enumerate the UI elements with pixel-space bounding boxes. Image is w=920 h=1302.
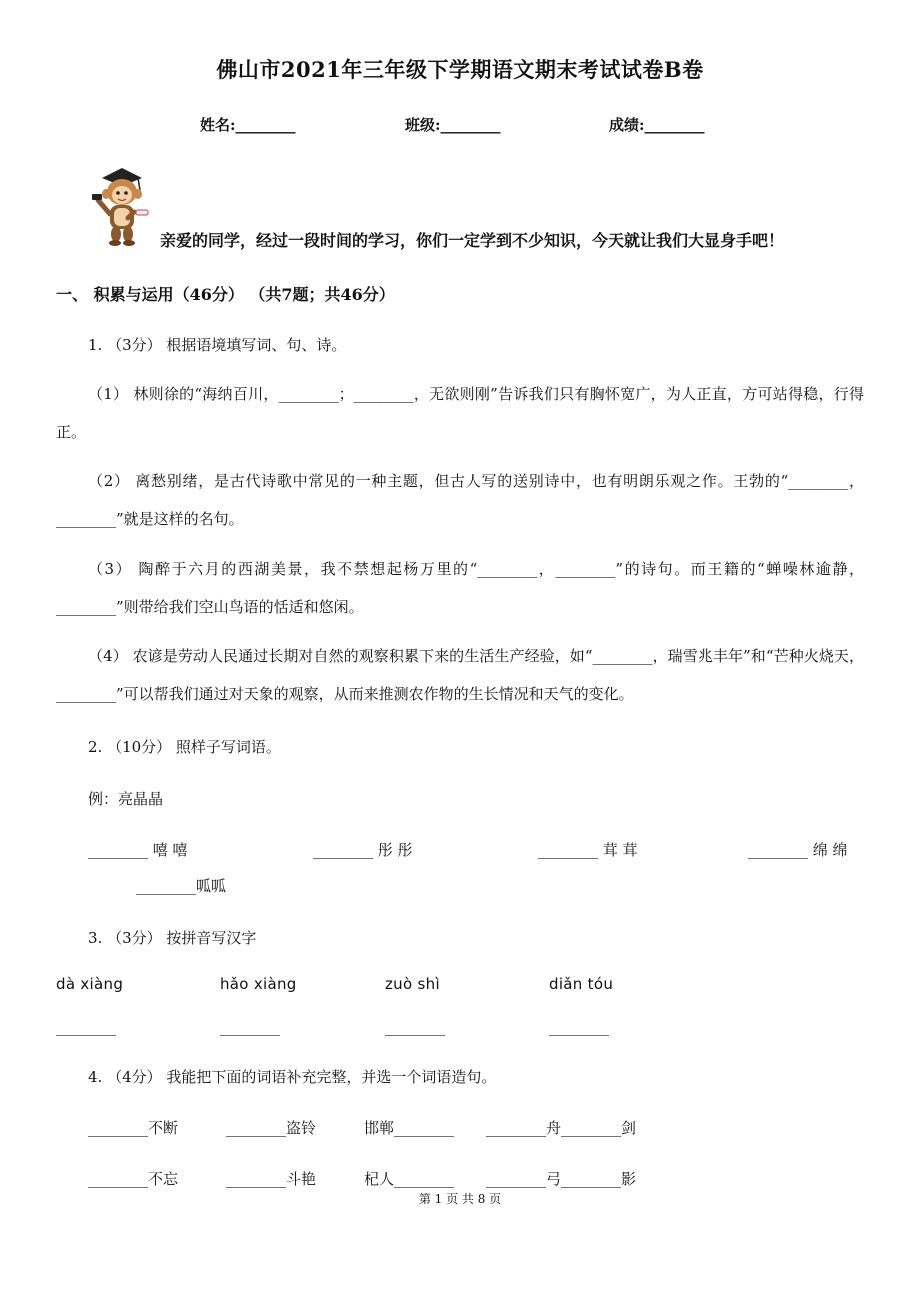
pinyin-label: zuò shì: [385, 975, 440, 993]
question-2-item: ________ 茸 茸: [538, 841, 638, 859]
greeting-text: 亲爱的同学，经过一段时间的学习，你们一定学到不少知识，今天就让我们大显身手吧！: [160, 231, 785, 250]
answer-blank: ________: [56, 1018, 116, 1036]
question-2-example: 例：亮晶晶: [88, 790, 164, 808]
question-1-part-4: （4） 农谚是劳动人民通过长期对自然的观察积累下来的生活生产经验，如“________，瑞雪兆丰年”和“芒种火烧天，________”可以帮我们通过对天象的观察，从而来推测农作物的生长情况和天气的变化。: [56, 647, 864, 703]
question-2-header: 2. （10分） 照样子写词语。: [88, 738, 281, 756]
pinyin-label: hǎo xiàng: [220, 975, 297, 993]
idiom-item: ________不忘: [88, 1170, 179, 1188]
question-1-part-2: （2） 离愁别绪，是古代诗歌中常见的一种主题，但古人写的送别诗中，也有明朗乐观之作。王勃的“________，________”就是这样的名句。: [56, 472, 864, 528]
page-title: 佛山市2021年三年级下学期语文期末考试试卷B卷: [216, 57, 704, 82]
question-2-item: ________ 绵 绵: [748, 841, 848, 859]
mascot-illustration: [88, 164, 150, 250]
pinyin-label: diǎn tóu: [549, 975, 614, 993]
section-heading: 一、 积累与运用（46分） （共7题；共46分）: [56, 285, 395, 304]
pinyin-label: dà xiàng: [56, 975, 124, 993]
answer-blank: ________: [385, 1018, 445, 1036]
question-1-header: 1. （3分） 根据语境填写词、句、诗。: [88, 336, 347, 354]
score-field: 成绩:________: [609, 116, 705, 134]
idiom-item: 邯郸________: [364, 1119, 455, 1137]
name-field: 姓名:________: [200, 116, 296, 134]
answer-blank: ________: [549, 1018, 609, 1036]
answer-blank: ________: [220, 1018, 280, 1036]
idiom-item: ________不断: [88, 1119, 179, 1137]
question-1-part-1: （1） 林则徐的“海纳百川，________；________，无欲则刚”告诉我们只有胸怀宽广，为人正直，方可站得稳，行得正。: [56, 385, 864, 441]
question-1-part-3: （3） 陶醉于六月的西湖美景，我不禁想起杨万里的“________，________”的诗句。而王籍的“蝉噪林逾静，________”则带给我们空山鸟语的恬适和悠闲。: [56, 560, 864, 616]
question-4-header: 4. （4分） 我能把下面的词语补充完整，并选一个词语造句。: [88, 1068, 497, 1086]
idiom-item: ________盗铃: [226, 1119, 317, 1137]
idiom-item: ________斗艳: [226, 1170, 317, 1188]
question-3-header: 3. （3分） 按拼音写汉字: [88, 929, 257, 947]
page-footer: 第 1 页 共 8 页: [418, 1192, 502, 1206]
question-2-item: ________ 嘻 嘻: [88, 841, 188, 859]
idiom-item: ________舟________剑: [486, 1119, 637, 1137]
idiom-item: 杞人________: [364, 1170, 455, 1188]
idiom-item: ________弓________影: [486, 1170, 637, 1188]
class-field: 班级:________: [405, 116, 501, 134]
question-2-item: ________呱呱: [136, 877, 227, 895]
question-2-item: ________ 彤 彤: [313, 841, 413, 859]
